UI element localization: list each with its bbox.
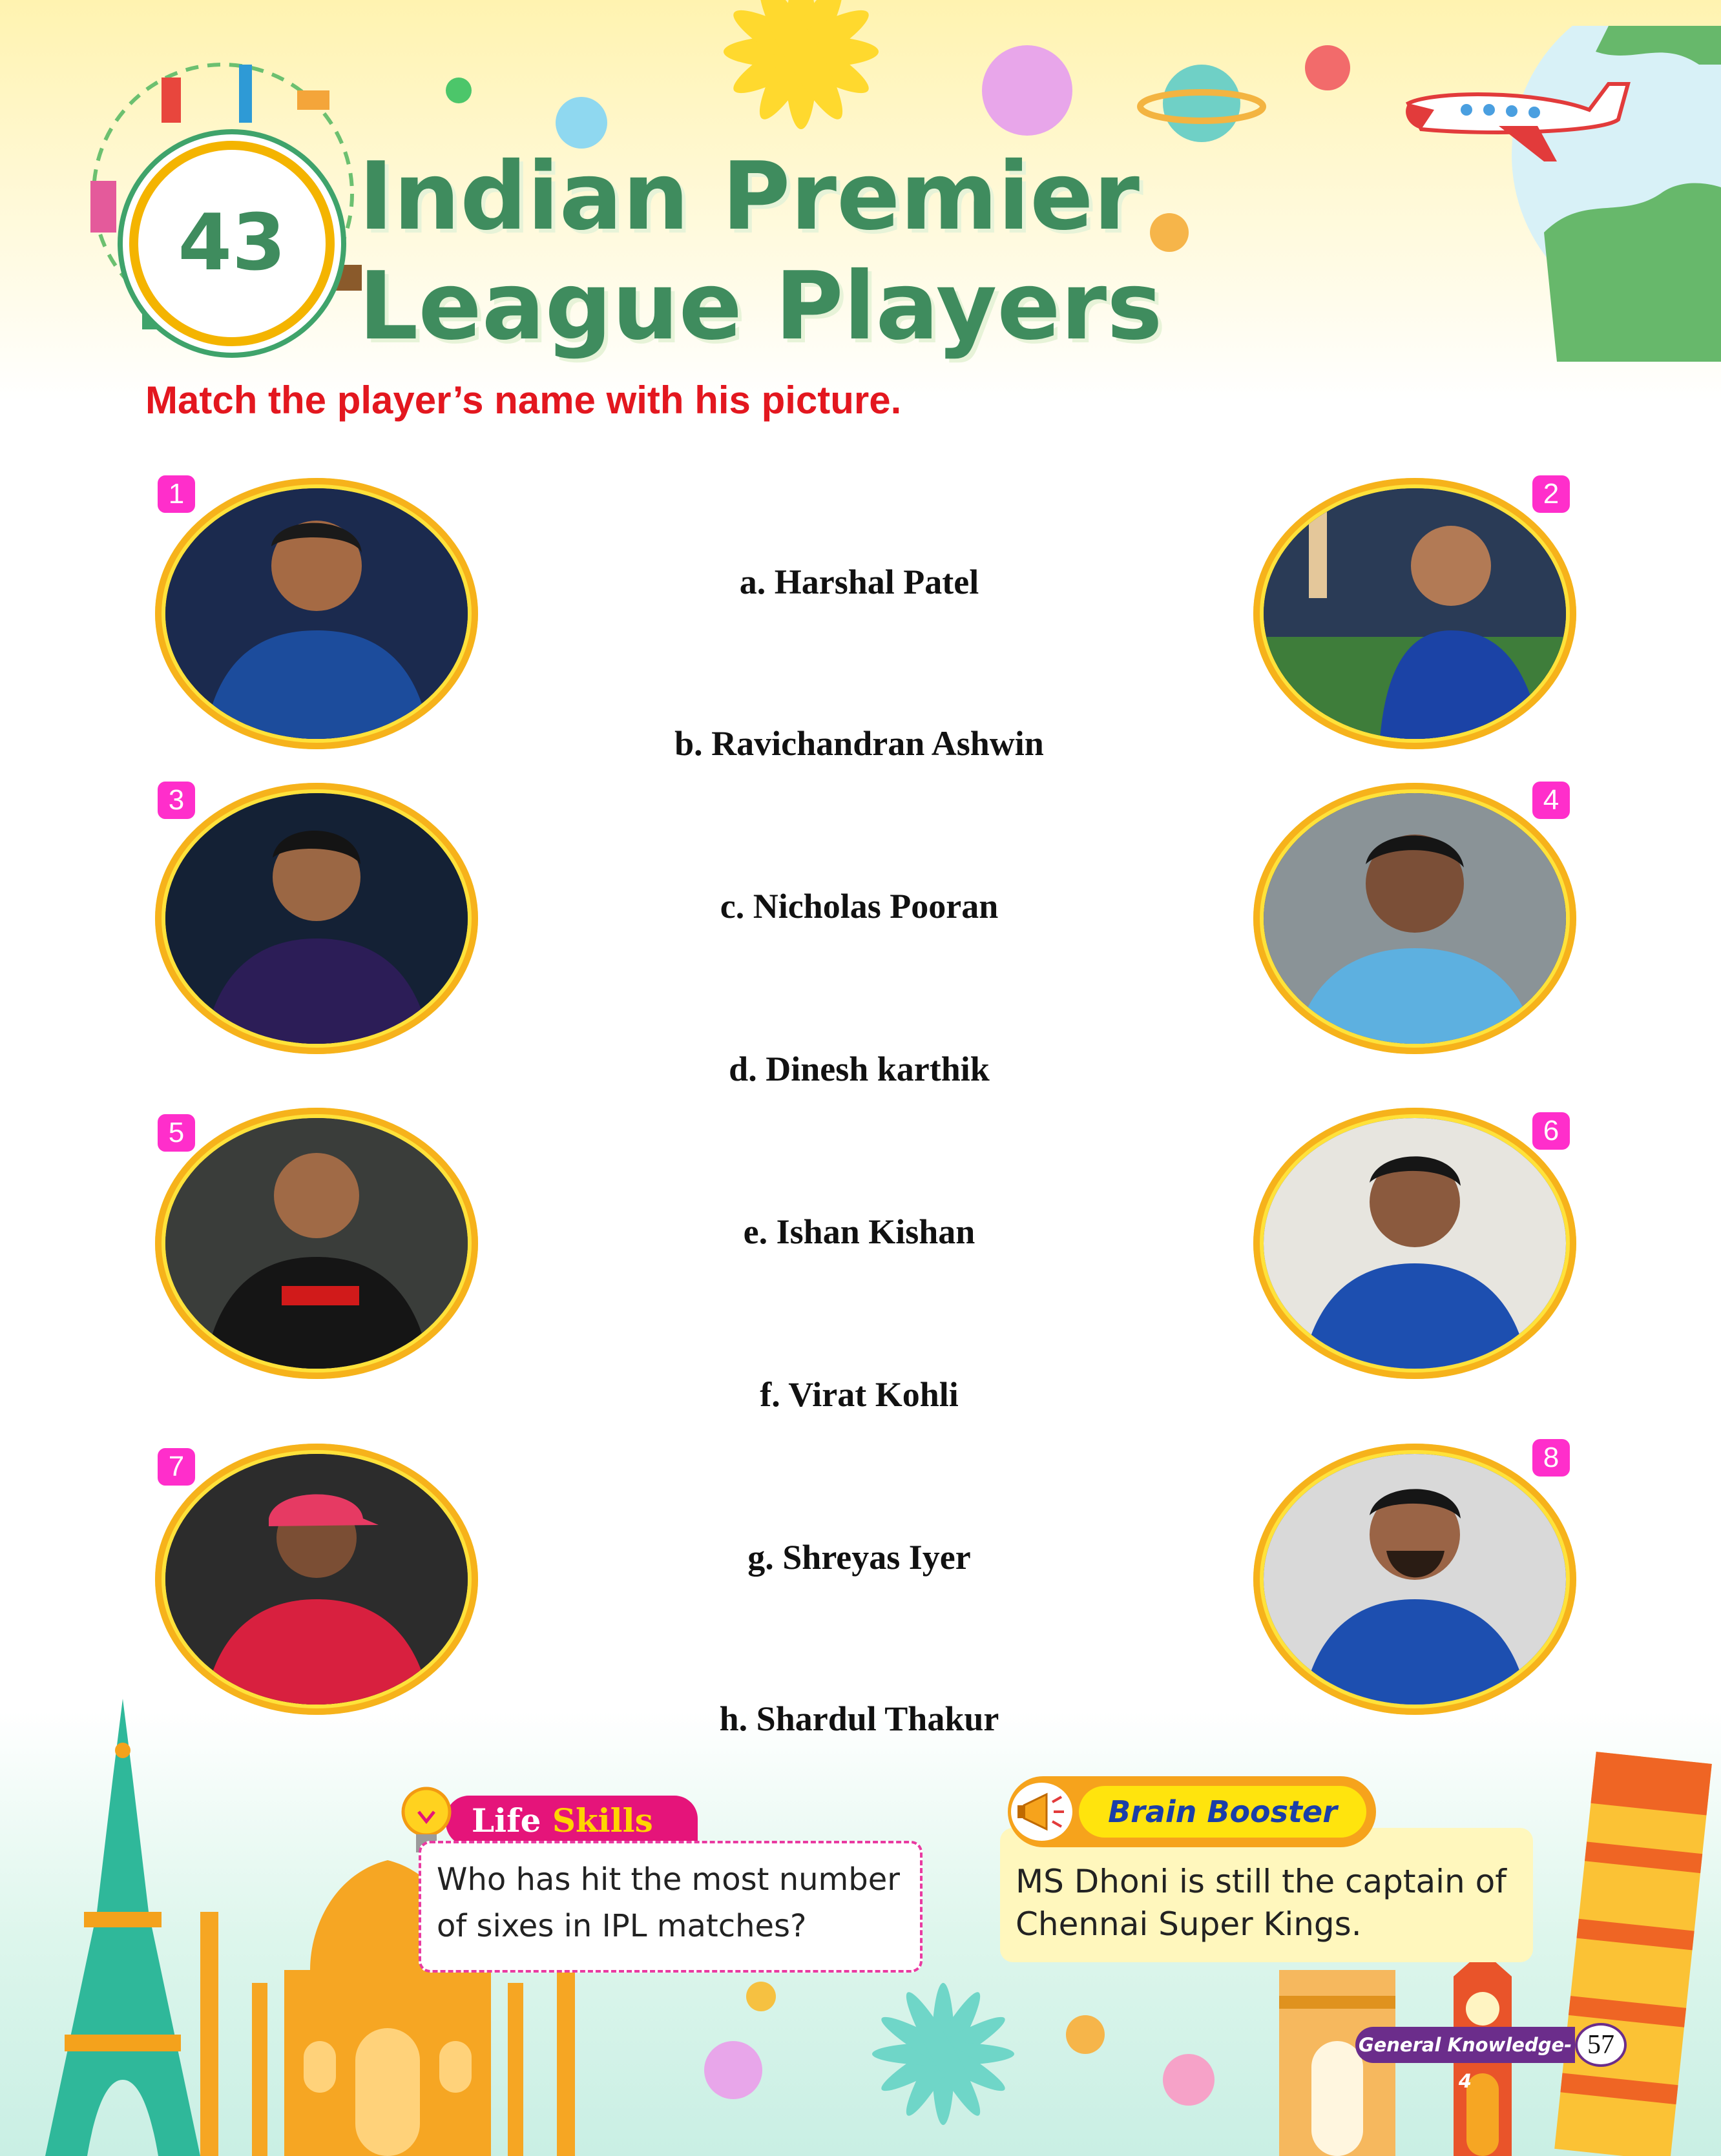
decor-circle-pink: [982, 45, 1072, 136]
photo-number-8: 8: [1532, 1439, 1570, 1477]
player-7-image: [165, 1454, 468, 1705]
photo-number-3: 3: [158, 782, 195, 819]
player-photo-2[interactable]: [1253, 478, 1576, 749]
player-name-c[interactable]: c. Nicholas Pooran: [720, 887, 999, 926]
lesson-number: 43: [178, 198, 286, 288]
player-5-image: [165, 1118, 468, 1369]
megaphone-icon: [1011, 1783, 1072, 1841]
title-line-2: League Players: [359, 252, 1163, 361]
decor-circle-bottom-2: [704, 2041, 762, 2099]
photo-number-5: 5: [158, 1114, 195, 1152]
decor-circle-blue: [556, 97, 607, 149]
page-title: [359, 142, 1263, 362]
player-2-image: [1264, 488, 1566, 739]
brain-booster-line-1: MS Dhoni is still the captain of: [1016, 1863, 1507, 1900]
player-4-image: [1264, 793, 1566, 1044]
player-1-image: [165, 488, 468, 739]
player-photo-6[interactable]: [1253, 1108, 1576, 1379]
india-gate-icon: [1273, 1970, 1402, 2156]
life-skills-line-1: Who has hit the most number: [437, 1861, 901, 1898]
decor-circle-red: [1305, 45, 1350, 90]
life-skills-question: [419, 1841, 923, 1973]
life-skills-label: [446, 1796, 698, 1846]
player-name-b[interactable]: b. Ravichandran Ashwin: [674, 724, 1044, 763]
player-photo-3[interactable]: [155, 783, 478, 1054]
player-name-e[interactable]: e. Ishan Kishan: [743, 1212, 975, 1251]
leaning-tower-icon: [1550, 1731, 1721, 2156]
life-skills-label-part1: Life: [472, 1801, 541, 1840]
lesson-number-badge: [129, 141, 335, 346]
player-name-f[interactable]: f. Virat Kohli: [760, 1375, 959, 1414]
player-3-image: [165, 793, 468, 1044]
photo-number-2: 2: [1532, 475, 1570, 513]
brain-booster-text: [1000, 1828, 1533, 1962]
brain-booster-label: Brain Booster: [1079, 1786, 1366, 1838]
planet-icon: [1137, 52, 1266, 155]
player-photo-1[interactable]: [155, 478, 478, 749]
player-photo-4[interactable]: [1253, 783, 1576, 1054]
footer-book-title: General Knowledge-4: [1355, 2027, 1575, 2063]
airplane-icon: [1395, 65, 1654, 181]
player-name-h[interactable]: h. Shardul Thakur: [719, 1699, 999, 1738]
sunburst-bottom-icon: [866, 1976, 1021, 2131]
player-name-a[interactable]: a. Harshal Patel: [739, 563, 979, 601]
player-photo-7[interactable]: [155, 1444, 478, 1715]
player-8-image: [1264, 1454, 1566, 1705]
photo-number-1: 1: [158, 475, 195, 513]
photo-number-7: 7: [158, 1448, 195, 1486]
player-name-d[interactable]: d. Dinesh karthik: [729, 1050, 990, 1088]
player-name-g[interactable]: g. Shreyas Iyer: [747, 1538, 971, 1577]
player-photo-8[interactable]: [1253, 1444, 1576, 1715]
decor-circle-bottom-1: [746, 1982, 776, 2011]
title-line-1: Indian Premier: [359, 142, 1140, 251]
player-photo-5[interactable]: [155, 1108, 478, 1379]
photo-number-6: 6: [1532, 1112, 1570, 1150]
decor-circle-green: [446, 78, 472, 103]
player-6-image: [1264, 1118, 1566, 1369]
page-number: 57: [1575, 2023, 1627, 2067]
instruction-text: Match the player’s name with his picture.: [145, 378, 902, 422]
brain-booster-line-2: Chennai Super Kings.: [1016, 1905, 1362, 1943]
life-skills-label-part2: Skills: [552, 1801, 653, 1840]
life-skills-line-2: of sixes in IPL matches?: [437, 1908, 807, 1944]
photo-number-4: 4: [1532, 782, 1570, 819]
decor-circle-bottom-3: [1066, 2015, 1105, 2054]
decor-circle-bottom-4: [1163, 2054, 1215, 2106]
eiffel-tower-icon: [39, 1699, 207, 2156]
